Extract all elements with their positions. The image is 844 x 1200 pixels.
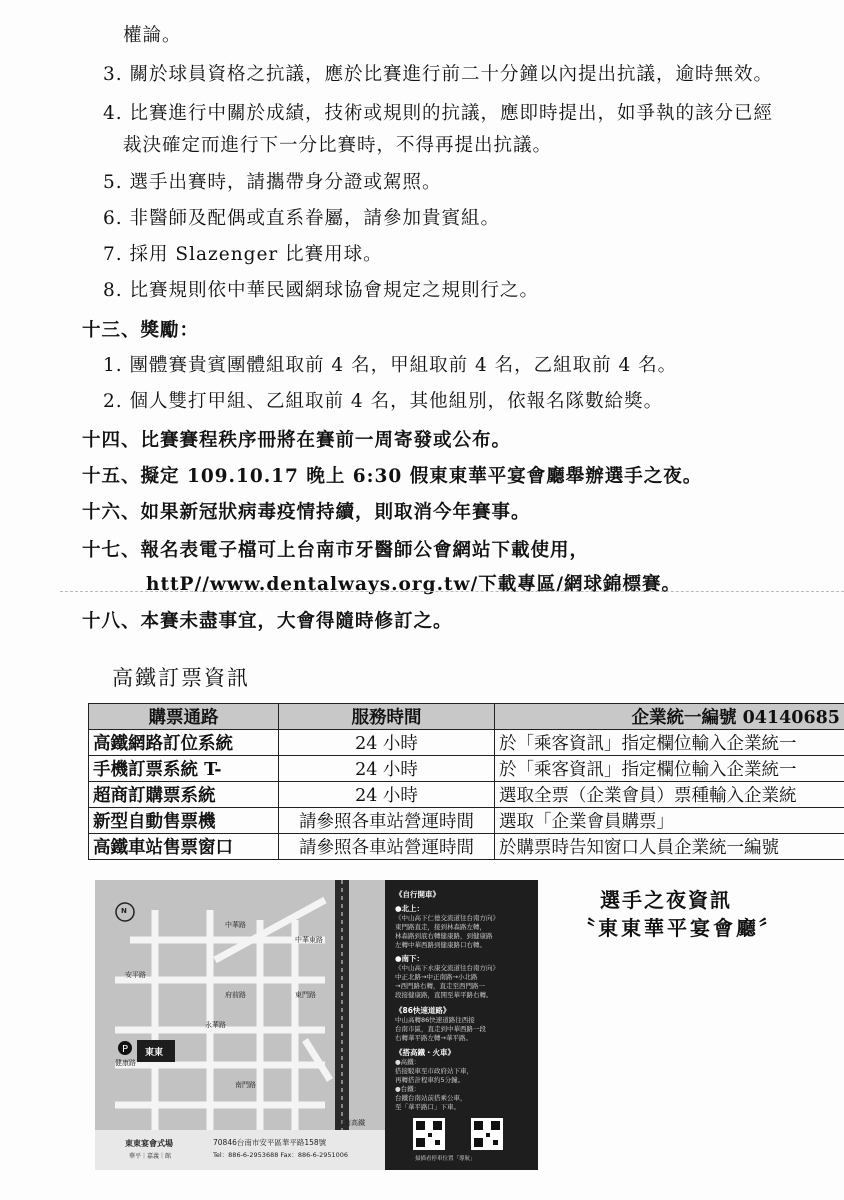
text-line-3: 裁決確定而進行下一分比賽時，不得再提出抗議。 <box>123 135 553 156</box>
directions-panel <box>385 880 538 1170</box>
text-line-5: 6. 非醫師及配偶或直系眷屬，請參加貴賓組。 <box>103 208 501 229</box>
road-label: 東門路 <box>295 991 316 999</box>
table-cell: 於「乘客資訊」指定欄位輸入企業統一 <box>495 756 844 782</box>
road-label: 南門路 <box>235 1081 256 1089</box>
table-row <box>89 834 844 860</box>
table-row <box>89 756 844 782</box>
table-cell: 新型自動售票機 <box>89 808 279 834</box>
night-venue: 〝東東華平宴會廳〞 <box>575 916 782 940</box>
text-line-6: 7. 採用 Slazenger 比賽用球。 <box>103 244 383 265</box>
table-cell: 24 小時 <box>279 782 495 808</box>
phone-text: Tel：886-6-2953688 Fax：886-6-2951006 <box>213 1151 349 1159</box>
table-cell: 高鐵車站售票窗口 <box>89 834 279 860</box>
south-heading: ●南下： <box>395 954 425 963</box>
road-label: 府前路 <box>225 991 246 999</box>
road-label: 中華路 <box>225 921 246 929</box>
text-line-1: 3. 關於球員資格之抗議，應於比賽進行前二十分鐘以內提出抗議，逾時無效。 <box>103 64 774 85</box>
text-line-10: 2. 個人雙打甲組、乙組取前 4 名，其他組別，依報名隊數給獎。 <box>103 391 664 412</box>
road-label: 健康路 <box>115 1059 136 1067</box>
qr-caption: 掃描看停車位置「導航」 <box>415 1156 476 1162</box>
direction-line: 至「華平路口」下車。 <box>395 1103 460 1111</box>
tickets-title: 高鐵訂票資訊 <box>112 666 250 690</box>
table-row <box>89 730 844 756</box>
qr-codes <box>413 1118 513 1152</box>
direction-line: ●台鐵： <box>395 1085 421 1093</box>
table-cell: 超商訂購票系統 <box>89 782 279 808</box>
table-cell: 24 小時 <box>279 756 495 782</box>
section-14: 十四、比賽賽程秩序冊將在賽前一周寄發或公布。 <box>82 430 512 451</box>
address-text: 70846台南市安平區華平路158號 <box>213 1138 327 1147</box>
header-channel: 購票通路 <box>89 704 279 730</box>
section-17: 十七、報名表電子檔可上台南市牙醫師公會網站下載使用， <box>82 540 590 561</box>
direction-line: →西門路右轉，直走至西門路一 <box>395 982 485 990</box>
station-label: 台南高鐵 <box>337 1119 365 1127</box>
ticket-table <box>88 703 844 860</box>
table-row <box>89 808 844 834</box>
brand-name: 東東宴會式場 <box>125 1139 173 1148</box>
divider <box>60 591 844 592</box>
direction-line: 左轉中華西路到健康路口右轉。 <box>395 941 486 949</box>
table-cell: 請參照各車站營運時間 <box>279 834 495 860</box>
download-url: httP//www.dentalways.org.tw/下載專區/網球錦標賽。 <box>146 574 682 595</box>
header-hours: 服務時間 <box>279 704 495 730</box>
section-15: 十五、擬定 109.10.17 晚上 6:30 假東東華平宴會廳舉辦選手之夜。 <box>82 466 703 487</box>
direction-line: 台南市區，直走到中華西路一段 <box>395 1025 486 1033</box>
venue-logo-text: 東東 <box>145 1048 164 1058</box>
table-header-row <box>89 704 844 730</box>
table-row <box>89 782 844 808</box>
direction-line: 東門路直走，接到林森路左轉， <box>395 923 486 931</box>
section-16: 十六、如果新冠狀病毒疫情持續，則取消今年賽事。 <box>82 502 531 523</box>
section-13-heading: 十三、獎勵： <box>82 320 200 341</box>
direction-line: 林森路到底右轉健康路，到健康路 <box>395 932 493 940</box>
street-map <box>95 880 385 1170</box>
header-company-id: 企業統一編號 04140685 <box>495 704 844 730</box>
direction-line: 台鐵台南站前搭乘公車， <box>395 1094 467 1102</box>
direction-line: ●高鐵： <box>395 1058 421 1066</box>
section-18: 十八、本賽未盡事宜，大會得隨時修訂之。 <box>82 611 453 632</box>
table-cell: 手機訂票系統 T- <box>89 756 279 782</box>
direction-line: 搭接駁車至市政府站下車， <box>395 1067 473 1075</box>
train-heading: 《搭高鐵・火車》 <box>395 1048 455 1057</box>
table-cell: 選取「企業會員購票」 <box>495 808 844 834</box>
direction-line: 中山高轉86快速道路往西接 <box>395 1016 475 1024</box>
table-cell: 選取全票（企業會員）票種輸入企業統 <box>495 782 844 808</box>
direction-line: 《中山高下仁德交流道往台南方向》 <box>395 914 499 922</box>
table-cell: 24 小時 <box>279 730 495 756</box>
highway-heading: 《86快速道路》 <box>395 1006 451 1015</box>
table-cell: 高鐵網路訂位系統 <box>89 730 279 756</box>
drive-heading: 《自行開車》 <box>395 890 440 899</box>
north-label: N <box>121 907 127 915</box>
direction-line: 《中山高下永康交流道往台南方向》 <box>395 964 499 972</box>
direction-line: 右轉華平路左轉→華平路。 <box>395 1034 472 1042</box>
table-cell: 於「乘客資訊」指定欄位輸入企業統一 <box>495 730 844 756</box>
text-line-2: 4. 比賽進行中關於成績，技術或規則的抗議，應即時提出，如爭執的該分已經 <box>103 103 774 124</box>
table-cell: 於購票時告知窗口人員企業統一編號 <box>495 834 844 860</box>
direction-line: 再轉搭計程車約5分鐘。 <box>395 1076 465 1084</box>
svg-text:P: P <box>122 1044 129 1055</box>
road-label: 永華路 <box>205 1021 226 1029</box>
direction-line: 中正北路→中正南路→小北路 <box>395 973 478 981</box>
text-line-0: 權論。 <box>123 25 182 46</box>
text-line-9: 1. 團體賽貴賓團體組取前 4 名，甲組取前 4 名，乙組取前 4 名。 <box>103 355 678 376</box>
road-label: 中華東路 <box>295 936 323 944</box>
text-line-4: 5. 選手出賽時，請攜帶身分證或駕照。 <box>103 172 442 193</box>
text-line-7: 8. 比賽規則依中華民國網球協會規定之規則行之。 <box>103 280 540 301</box>
direction-line: 段接健康路，直開至華平路右轉。 <box>395 991 493 999</box>
night-title: 選手之夜資訊 <box>600 888 732 912</box>
north-heading: ●北上： <box>395 904 425 913</box>
brand-sub: 華平｜嘉義｜館 <box>129 1153 172 1160</box>
venue-map <box>95 880 538 1170</box>
table-cell: 請參照各車站營運時間 <box>279 808 495 834</box>
road-label: 安平路 <box>125 971 146 979</box>
